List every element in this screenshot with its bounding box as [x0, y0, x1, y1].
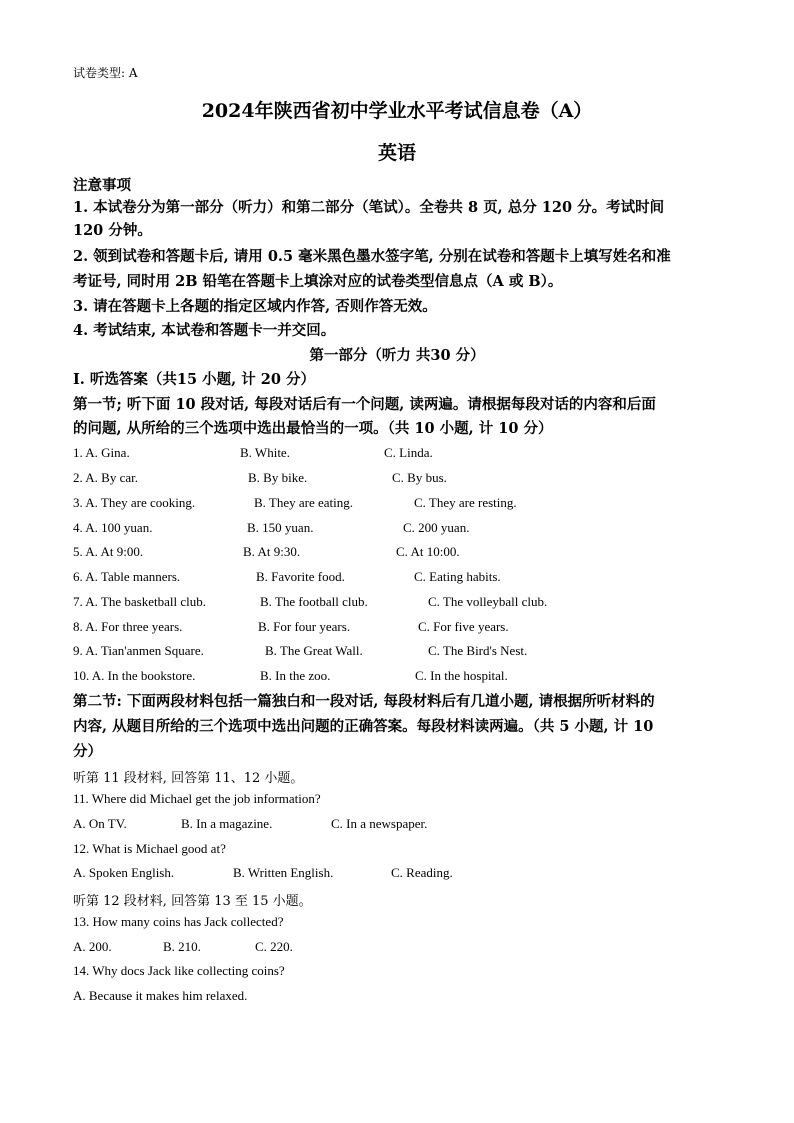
option-b: B. Written English. [233, 865, 334, 880]
option-b: B. They are eating. [254, 495, 354, 510]
option-a: 3. A. They are cooking. [73, 495, 196, 510]
option-c: C. The volleyball club. [428, 594, 548, 609]
option-c: C. The Bird's Nest. [428, 643, 528, 658]
option-c: C. At 10:00. [396, 544, 460, 559]
question-11-stem: 11. Where did Michael get the job information? [73, 791, 321, 806]
option-b: B. By bike. [248, 470, 308, 485]
section1-heading: I. 听选答案（共15 小题, 计 20 分） [73, 371, 315, 388]
question-12-stem: 12. What is Michael good at? [73, 841, 226, 856]
notice-line: 3. 请在答题卡上各题的指定区域内作答, 否则作答无效。 [73, 298, 437, 315]
question-14-option-a: A. Because it makes him relaxed. [73, 988, 248, 1003]
option-a: A. 200. [73, 939, 112, 954]
paper-type: 试卷类型: A [73, 66, 138, 80]
option-b: B. 210. [163, 939, 201, 954]
question-14-stem: 14. Why docs Jack like collecting coins? [73, 963, 285, 978]
subject-title: 英语 [377, 142, 416, 164]
option-b: B. The Great Wall. [265, 643, 363, 658]
section1-part1-line: 第一节; 听下面 10 段对话, 每段对话后有一个问题, 读两遍。请根据每段对话的内容和后面 [73, 396, 656, 413]
section1-part2-line: 第二节: 下面两段材料包括一篇独白和一段对话, 每段材料后有几道小题, 请根据所听材料的 [73, 693, 655, 710]
option-c: C. For five years. [418, 619, 509, 634]
option-a: 4. A. 100 yuan. [73, 520, 153, 535]
section1-part2-line: 分） [73, 743, 102, 760]
exam-title: 2024年陕西省初中学业水平考试信息卷（A） [201, 100, 593, 122]
option-c: C. In the hospital. [415, 668, 508, 683]
section1-part1-line: 的问题, 从所给的三个选项中选出最恰当的一项。（共 10 小题, 计 10 分） [73, 420, 553, 437]
option-b: B. In a magazine. [181, 816, 273, 831]
option-c: C. 200 yuan. [403, 520, 470, 535]
option-a: 6. A. Table manners. [73, 569, 181, 584]
section1-part2-line: 内容, 从题目所给的三个选项中选出问题的正确答案。每段材料读两遍。（共 5 小题, 计 10 [73, 718, 654, 735]
option-b: B. Favorite food. [256, 569, 345, 584]
notice-line: 120 分钟。 [73, 222, 152, 239]
option-a: 7. A. The basketball club. [73, 594, 206, 609]
option-c: C. They are resting. [414, 495, 517, 510]
option-a: 2. A. By car. [73, 470, 138, 485]
option-b: B. At 9:30. [243, 544, 301, 559]
option-c: C. Linda. [384, 445, 433, 460]
option-a: 8. A. For three years. [73, 619, 183, 634]
option-a: A. Spoken English. [73, 865, 175, 880]
option-b: B. In the zoo. [260, 668, 331, 683]
option-a: 10. A. In the bookstore. [73, 668, 196, 683]
option-a: 1. A. Gina. [73, 445, 130, 460]
question-13-stem: 13. How many coins has Jack collected? [73, 914, 284, 929]
notice-line: 4. 考试结束, 本试卷和答题卡一并交回。 [73, 322, 336, 339]
option-c: C. By bus. [392, 470, 447, 485]
notice-heading: 注意事项 [73, 177, 131, 194]
option-c: C. In a newspaper. [331, 816, 428, 831]
notice-line: 考证号, 同时用 2B 铅笔在答题卡上填涂对应的试卷类型信息点（A 或 B）。 [73, 273, 563, 290]
material-11-intro: 听第 11 段材料, 回答第 11、12 小题。 [73, 771, 304, 786]
notice-line: 1. 本试卷分为第一部分（听力）和第二部分（笔试）。全卷共 8 页, 总分 120 分。考试时间 [73, 199, 665, 216]
notice-line: 2. 领到试卷和答题卡后, 请用 0.5 毫米黑色墨水签字笔, 分别在试卷和答题卡上填写姓名和准 [73, 248, 671, 265]
option-b: B. White. [240, 445, 290, 460]
option-a: A. On TV. [73, 816, 127, 831]
material-12-intro: 听第 12 段材料, 回答第 13 至 15 小题。 [73, 894, 312, 909]
option-c: C. 220. [255, 939, 293, 954]
option-c: C. Eating habits. [414, 569, 501, 584]
option-b: B. The football club. [260, 594, 368, 609]
option-b: B. For four years. [258, 619, 351, 634]
part1-heading: 第一部分（听力 共30 分） [309, 347, 485, 364]
option-a: 9. A. Tian'anmen Square. [73, 643, 204, 658]
option-a: 5. A. At 9:00. [73, 544, 144, 559]
option-c: C. Reading. [391, 865, 453, 880]
option-b: B. 150 yuan. [247, 520, 314, 535]
